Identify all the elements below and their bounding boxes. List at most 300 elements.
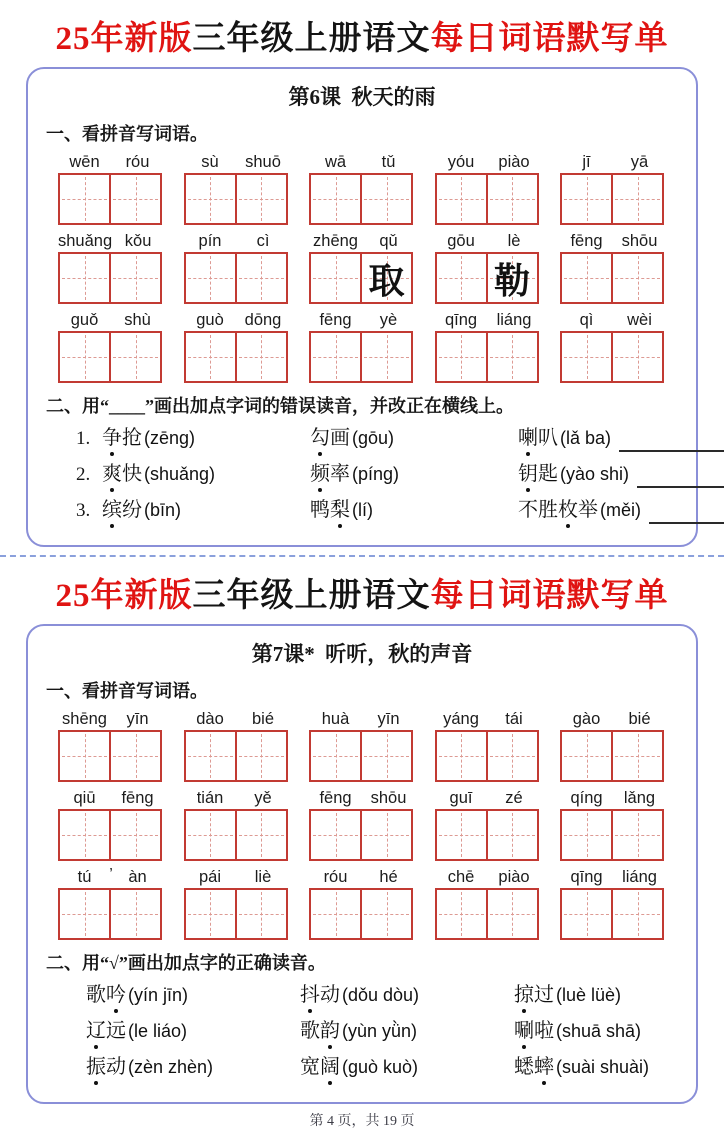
pinyin-word-group (309, 153, 415, 225)
pinyin-word-group (184, 311, 290, 383)
pinyin-labels (560, 153, 666, 172)
pinyin-labels (560, 789, 666, 808)
pinyin-syllable: wèi (627, 311, 652, 329)
pinyin-labels (435, 153, 541, 172)
quiz-word-char: 钥 (518, 461, 538, 488)
quiz-section (42, 982, 682, 1081)
quiz-word-char: 韵 (320, 1018, 340, 1045)
pinyin-syllable: zhēng (313, 232, 358, 250)
pinyin-syllable: qǔ (379, 232, 398, 250)
quiz-pinyin-options: (yào shi) (560, 464, 630, 484)
pinyin-syllable: gào (572, 710, 601, 728)
writing-grid-cell (360, 888, 413, 940)
writing-grid-cell (486, 888, 539, 940)
writing-grid-cell (611, 809, 664, 861)
writing-cells (560, 809, 666, 861)
pinyin-syllable: yīn (377, 710, 400, 728)
pinyin-word-group (184, 232, 290, 304)
writing-grid-cell (109, 252, 162, 304)
writing-cells (435, 888, 541, 940)
writing-grid-cell (184, 888, 237, 940)
pinyin-syllable: dōng (244, 311, 282, 329)
writing-grid-cell (560, 730, 613, 782)
quiz-pinyin-options: (suài shuài) (556, 1057, 650, 1077)
writing-cells (309, 809, 415, 861)
pinyin-syllable: àn (128, 868, 147, 886)
writing-grid-cell (435, 730, 488, 782)
writing-grid-cell (435, 252, 488, 304)
pinyin-syllable: lè (507, 232, 521, 250)
quiz-item (102, 497, 310, 524)
pinyin-syllable: qíng (570, 789, 603, 807)
writing-grid-cell (486, 730, 539, 782)
pinyin-labels (309, 311, 415, 330)
quiz-pinyin-options: (lí) (352, 500, 373, 520)
writing-grid-cell (184, 252, 237, 304)
pinyin-syllable: pái (198, 868, 222, 886)
quiz-word-char: 举 (578, 499, 598, 521)
quiz-pinyin-options: (shuǎng) (144, 464, 216, 484)
quiz-word-char: 喇 (518, 425, 538, 452)
quiz-word-char: 过 (534, 984, 554, 1006)
quiz-item (300, 1054, 514, 1081)
writing-grid-cell (360, 173, 413, 225)
quiz-word-char: 鸭 (310, 499, 330, 521)
pinyin-labels (560, 311, 666, 330)
writing-grid-cell (184, 173, 237, 225)
pinyin-syllable: fēng (121, 789, 154, 807)
quiz-word-char: 振 (86, 1054, 106, 1081)
pinyin-syllable: tǔ (381, 153, 396, 171)
pinyin-syllable: gōu (447, 232, 475, 250)
pinyin-labels (560, 868, 666, 887)
writing-cells (560, 888, 666, 940)
quiz-item (300, 1018, 514, 1045)
writing-grid-cell (486, 809, 539, 861)
worksheet-lesson-7 (26, 624, 698, 1104)
writing-grid-cell (360, 252, 413, 304)
pinyin-syllable: dào (196, 710, 224, 728)
pinyin-syllable: yóu (447, 153, 475, 171)
pinyin-syllable: shuǎng (58, 232, 113, 250)
quiz-word-char: 宽 (300, 1056, 320, 1078)
quiz-pinyin-options: (shuā shā) (556, 1021, 642, 1041)
page-separator-line (0, 555, 724, 557)
writing-grid-cell (611, 730, 664, 782)
quiz-word-char: 远 (106, 1020, 126, 1042)
writing-grid-cell (611, 252, 664, 304)
pinyin-syllable: sù (201, 153, 219, 171)
pinyin-labels (560, 232, 666, 251)
quiz-pinyin-options: (dǒu dòu) (342, 985, 420, 1005)
quiz-item (310, 425, 518, 452)
pinyin-word-group (560, 311, 666, 383)
writing-grid-cell (109, 809, 162, 861)
writing-grid-cell (611, 888, 664, 940)
writing-cells (309, 888, 415, 940)
quiz-word-char: 争 (102, 425, 122, 452)
pinyin-syllable: jī (582, 153, 591, 171)
writing-grid-cell (560, 888, 613, 940)
pinyin-labels (58, 153, 164, 172)
quiz-word (518, 461, 558, 488)
pinyin-word-group (435, 789, 541, 861)
writing-cells (184, 888, 290, 940)
title-part-grade: 三年级上册语文 (192, 578, 431, 614)
writing-cells (184, 331, 290, 383)
pinyin-syllable: qiū (73, 789, 96, 807)
quiz-word (300, 1018, 340, 1045)
pinyin-syllable: yáng (443, 710, 479, 728)
writing-grid-cell (435, 809, 488, 861)
pinyin-syllable: liáng (496, 311, 532, 329)
quiz-word-char: 纷 (122, 499, 142, 521)
pinyin-word-group (184, 789, 290, 861)
pinyin-word-group (435, 311, 541, 383)
page-number-footer: 第 4 页，共 19 页 (309, 1114, 415, 1129)
quiz-word-char: 辽 (86, 1018, 106, 1045)
writing-grid-cell (184, 331, 237, 383)
pinyin-word-group (309, 311, 415, 383)
pinyin-syllable: yě (254, 789, 272, 807)
quiz-word (102, 497, 142, 524)
writing-grid-cell (235, 173, 288, 225)
pinyin-word-group (58, 153, 164, 225)
pinyin-word-group (58, 789, 164, 861)
title-part-sheet-name: 每日词语默写单 (430, 21, 669, 57)
writing-grid-cell (109, 888, 162, 940)
quiz-word-char: 叭 (538, 427, 558, 449)
writing-grid-cell (560, 252, 613, 304)
quiz-word (102, 425, 142, 452)
writing-cells (184, 173, 290, 225)
title-part-edition: 25年新版 (55, 21, 193, 57)
writing-grid-cell (560, 809, 613, 861)
quiz-word-char: 动 (320, 984, 340, 1006)
quiz-word (86, 1018, 126, 1045)
quiz-word (518, 425, 558, 452)
writing-grid-cell (486, 173, 539, 225)
pinyin-word-group (560, 789, 666, 861)
section-1-label: 一、看拼音写词语。 (46, 124, 208, 144)
quiz-word (514, 1018, 554, 1045)
pinyin-syllable: guī (449, 789, 473, 807)
quiz-word (102, 461, 142, 488)
quiz-word (514, 982, 554, 1009)
quiz-word-char: 缤 (102, 497, 122, 524)
pinyin-syllable: piào (498, 868, 530, 886)
quiz-item (518, 425, 724, 452)
worksheet-lesson-6 (26, 67, 698, 547)
quiz-word (514, 1054, 554, 1081)
pinyin-labels (309, 710, 415, 729)
writing-grid-cell (58, 252, 111, 304)
pinyin-word-group (560, 153, 666, 225)
writing-grid-cell (235, 252, 288, 304)
pinyin-labels (309, 153, 415, 172)
quiz-word-char: 蟀 (534, 1054, 554, 1081)
writing-cells (309, 173, 415, 225)
quiz-word-char: 掠 (514, 982, 534, 1009)
prefilled-character: 勒 (493, 260, 530, 301)
quiz-word (310, 425, 350, 452)
quiz-item (86, 982, 300, 1009)
pinyin-labels (435, 311, 541, 330)
writing-grid-cell (435, 888, 488, 940)
quiz-word (86, 982, 126, 1009)
pinyin-syllable: yīn (126, 710, 149, 728)
section-1-label: 一、看拼音写词语。 (46, 681, 208, 701)
writing-grid-cell (184, 730, 237, 782)
pinyin-syllable: wēn (69, 153, 100, 171)
quiz-pinyin-options: (píng) (352, 464, 400, 484)
writing-grid-cell (486, 331, 539, 383)
quiz-item (310, 497, 518, 524)
section-2-label: 二、用“√”画出加点字的正确读音。 (46, 953, 326, 973)
pinyin-syllable: róu (323, 868, 348, 886)
lesson-title: 第6课 秋天的雨 (288, 85, 436, 109)
pinyin-syllable: yā (630, 153, 649, 171)
pinyin-labels (435, 868, 541, 887)
pinyin-word-row (42, 710, 682, 782)
pinyin-syllable: shōu (621, 232, 658, 250)
writing-grid-cell (235, 888, 288, 940)
quiz-item (310, 461, 518, 488)
quiz-word-char: 蟋 (514, 1056, 534, 1078)
pinyin-syllable: liáng (622, 868, 657, 886)
pinyin-word-group (435, 153, 541, 225)
writing-grid-cell (58, 730, 111, 782)
pinyin-syllable: shù (124, 311, 151, 329)
writing-cells (435, 252, 541, 304)
writing-grid-cell (309, 809, 362, 861)
writing-grid-cell (58, 888, 111, 940)
writing-cells (435, 730, 541, 782)
quiz-word-char: 画 (330, 427, 350, 449)
answer-blank-line (619, 435, 724, 452)
writing-grid-cell (109, 730, 162, 782)
pinyin-syllable: lǎng (623, 789, 656, 807)
writing-grid-cell (235, 730, 288, 782)
quiz-pinyin-options: (guò kuò) (342, 1057, 419, 1077)
writing-grid-cell (309, 252, 362, 304)
writing-grid-cell (611, 173, 664, 225)
quiz-word-char: 动 (106, 1056, 126, 1078)
quiz-item-number: 2. (76, 464, 91, 485)
pinyin-syllable: shēng (62, 710, 107, 728)
pinyin-syllable: wā (324, 153, 347, 171)
pinyin-syllable: chē (447, 868, 475, 886)
writing-cells (309, 730, 415, 782)
pinyin-labels (184, 868, 290, 887)
pinyin-syllable: tú (77, 868, 92, 886)
writing-grid-cell (360, 809, 413, 861)
pinyin-word-row (42, 868, 682, 940)
pinyin-syllable: qīng (570, 868, 603, 886)
pinyin-word-group (435, 710, 541, 782)
pinyin-word-group (435, 868, 541, 940)
pinyin-word-group (309, 868, 415, 940)
writing-cells (435, 331, 541, 383)
pinyin-word-group (560, 710, 666, 782)
pinyin-labels (58, 789, 164, 808)
pinyin-syllable: liè (254, 868, 272, 886)
quiz-row (76, 425, 682, 452)
quiz-item (514, 1054, 682, 1081)
writing-cells (58, 730, 164, 782)
quiz-word-char: 啦 (534, 1020, 554, 1042)
quiz-word-char: 枚 (558, 497, 578, 524)
writing-grid-cell (235, 809, 288, 861)
page-title (0, 569, 724, 616)
pinyin-syllable: tái (505, 710, 523, 728)
writing-cells (58, 173, 164, 225)
writing-grid-cell (109, 173, 162, 225)
writing-cells (184, 809, 290, 861)
page-title (0, 12, 724, 59)
pinyin-word-group (184, 868, 290, 940)
quiz-pinyin-options: (zèn zhèn) (128, 1057, 214, 1077)
writing-grid-cell (309, 173, 362, 225)
quiz-word-char: 胜 (538, 499, 558, 521)
pinyin-apostrophe: ’ (109, 866, 113, 883)
writing-cells (435, 809, 541, 861)
quiz-item-number: 1. (76, 428, 91, 449)
writing-cells (560, 331, 666, 383)
prefilled-character: 取 (368, 260, 405, 301)
pinyin-labels (309, 232, 415, 251)
writing-cells (58, 888, 164, 940)
title-part-sheet-name: 每日词语默写单 (430, 578, 669, 614)
pinyin-syllable: tián (196, 789, 224, 807)
pinyin-syllable: kǒu (124, 232, 152, 250)
writing-grid-cell (560, 173, 613, 225)
pinyin-syllable: róu (125, 153, 150, 171)
pinyin-labels (58, 710, 164, 729)
quiz-row (86, 1018, 682, 1045)
pinyin-syllable: cì (256, 232, 270, 250)
writing-grid-cell (235, 331, 288, 383)
writing-grid-cell (360, 730, 413, 782)
answer-blank-line (649, 507, 724, 524)
quiz-pinyin-options: (lǎ ba) (560, 428, 612, 448)
pinyin-syllable: huà (321, 710, 350, 728)
pinyin-labels (58, 868, 164, 887)
writing-cells (184, 252, 290, 304)
writing-cells (58, 331, 164, 383)
pinyin-syllable: shuō (245, 153, 281, 171)
writing-grid-cell (560, 331, 613, 383)
pinyin-labels (309, 789, 415, 808)
quiz-pinyin-options: (luè lüè) (556, 985, 622, 1005)
lesson-title: 第7课* 听听，秋的声音 (251, 642, 473, 666)
writing-grid-cell (611, 331, 664, 383)
pinyin-syllable: fēng (319, 789, 352, 807)
quiz-word-char: 阔 (320, 1054, 340, 1081)
pinyin-syllable: hé (379, 868, 398, 886)
pinyin-word-group (309, 710, 415, 782)
pinyin-labels (435, 789, 541, 808)
writing-cells (309, 252, 415, 304)
pinyin-word-group (435, 232, 541, 304)
quiz-item (102, 461, 310, 488)
pinyin-word-group (58, 710, 164, 782)
pinyin-word-group (58, 311, 164, 383)
writing-cells (560, 730, 666, 782)
quiz-word-char: 不 (518, 499, 538, 521)
quiz-word (86, 1054, 126, 1081)
quiz-section (42, 425, 682, 524)
quiz-word-char: 匙 (538, 463, 558, 485)
writing-cells (184, 730, 290, 782)
pinyin-syllable: guò (196, 311, 224, 329)
quiz-item (514, 1018, 682, 1045)
writing-grid-cell (486, 252, 539, 304)
pinyin-word-row (42, 232, 682, 304)
pinyin-word-group (58, 868, 164, 940)
writing-cells (560, 252, 666, 304)
quiz-row (76, 497, 682, 524)
quiz-word (300, 982, 340, 1009)
quiz-pinyin-options: (le liáo) (128, 1021, 188, 1041)
pinyin-syllable: pín (198, 232, 222, 250)
pinyin-word-group (184, 710, 290, 782)
quiz-word-char: 歌 (300, 1020, 320, 1042)
pinyin-syllable: fēng (319, 311, 352, 329)
pinyin-syllable: fēng (570, 232, 603, 250)
pinyin-labels (435, 232, 541, 251)
pinyin-syllable: qì (579, 311, 594, 329)
quiz-word-char: 抖 (300, 982, 320, 1009)
quiz-word-char: 勾 (310, 425, 330, 452)
pinyin-word-group (184, 153, 290, 225)
pinyin-syllable: qīng (444, 311, 478, 329)
pinyin-labels (184, 710, 290, 729)
writing-grid-cell (58, 809, 111, 861)
quiz-item (86, 1018, 300, 1045)
quiz-item-number: 3. (76, 500, 91, 521)
writing-grid-cell (184, 809, 237, 861)
quiz-word-char: 唰 (514, 1018, 534, 1045)
pinyin-word-group (309, 789, 415, 861)
pinyin-syllable: guǒ (70, 311, 99, 329)
quiz-word-char: 率 (330, 463, 350, 485)
writing-grid-cell (109, 331, 162, 383)
pinyin-grid-section (42, 153, 682, 383)
pinyin-labels (184, 153, 290, 172)
pinyin-labels (309, 868, 415, 887)
quiz-word-char: 频 (310, 461, 330, 488)
writing-cells (58, 252, 164, 304)
writing-grid-cell (435, 331, 488, 383)
writing-cells (58, 809, 164, 861)
quiz-word-char: 爽 (102, 461, 122, 488)
quiz-row (76, 461, 682, 488)
quiz-word-char: 快 (122, 463, 142, 485)
quiz-word-char: 抢 (122, 427, 142, 449)
title-part-grade: 三年级上册语文 (192, 21, 431, 57)
quiz-pinyin-options: (yín jīn) (128, 985, 189, 1005)
writing-cells (309, 331, 415, 383)
pinyin-syllable: shōu (370, 789, 407, 807)
answer-blank-line (637, 471, 724, 488)
quiz-item (514, 982, 682, 1009)
pinyin-word-group (309, 232, 415, 304)
pinyin-word-row (42, 789, 682, 861)
pinyin-labels (560, 710, 666, 729)
quiz-word (300, 1054, 340, 1081)
pinyin-word-group (560, 232, 666, 304)
